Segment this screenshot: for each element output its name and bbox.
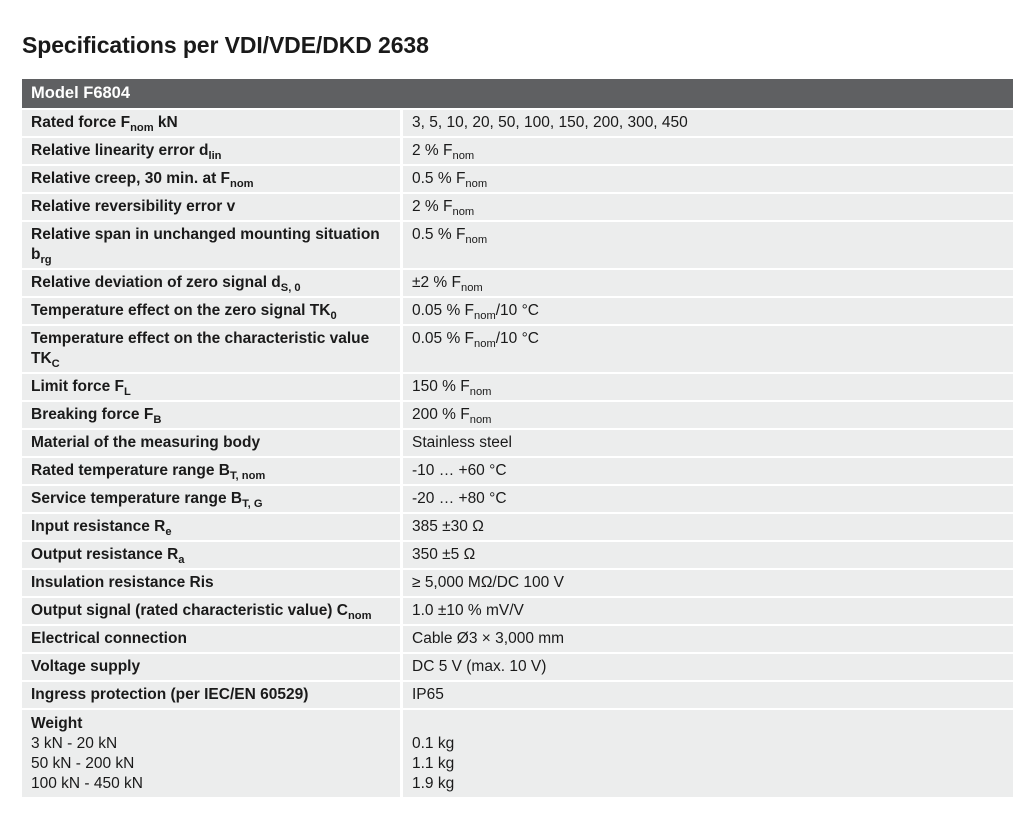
param-subscript: e — [165, 525, 172, 538]
param-label: Output resistance R — [31, 546, 179, 563]
param-cell — [22, 270, 400, 296]
value-cell — [403, 194, 1013, 220]
table-row — [22, 270, 1013, 296]
param-label: Rated temperature range B — [31, 462, 230, 479]
value-text: 2 % F — [412, 142, 453, 159]
value-cell — [403, 326, 1013, 372]
table-row — [22, 298, 1013, 324]
value-cell — [403, 486, 1013, 512]
param-label: Rated force F — [31, 114, 131, 131]
table-row — [22, 654, 1013, 680]
param-cell — [22, 514, 400, 540]
value-cell — [403, 298, 1013, 324]
value-subscript: nom — [452, 205, 475, 218]
value-cell — [403, 110, 1013, 136]
value-cell — [403, 402, 1013, 428]
param-label: Relative deviation of zero signal d — [31, 274, 281, 291]
param-cell — [22, 222, 400, 268]
param-cell — [22, 402, 400, 428]
weight-range: 50 kN - 200 kN — [31, 755, 135, 772]
table-row — [22, 110, 1013, 136]
param-label: Temperature effect on the characteristic value TK — [31, 330, 370, 367]
value-text: 1.0 ±10 % mV/V — [412, 602, 524, 619]
table-row — [22, 222, 1013, 268]
value-text: 0.05 % F — [412, 330, 475, 347]
weight-range: 100 kN - 450 kN — [31, 775, 143, 792]
value-text: 200 % F — [412, 406, 470, 423]
param-subscript: nom — [130, 121, 154, 134]
param-subscript: nom — [230, 177, 254, 190]
param-label: Output signal (rated characteristic value) C — [31, 602, 348, 619]
value-subscript: nom — [474, 309, 496, 322]
table-row — [22, 194, 1013, 220]
table-row — [22, 626, 1013, 652]
value-text: -10 … +60 °C — [412, 462, 507, 479]
value-cell — [403, 570, 1013, 596]
value-text: 2 % F — [412, 198, 453, 215]
param-label: Input resistance R — [31, 518, 166, 535]
value-text: 3, 5, 10, 20, 50, 100, 150, 200, 300, 450 — [412, 114, 688, 131]
table-row — [22, 542, 1013, 568]
param-label: Relative reversibility error v — [31, 198, 236, 215]
param-cell — [22, 486, 400, 512]
param-label: Breaking force F — [31, 406, 154, 423]
value-text: IP65 — [412, 686, 444, 703]
param-cell — [22, 298, 400, 324]
param-cell — [22, 194, 400, 220]
param-subscript: rg — [40, 253, 52, 266]
value-subscript: nom — [465, 233, 488, 246]
value-text: 150 % F — [412, 378, 470, 395]
param-cell — [22, 598, 400, 624]
value-cell — [403, 430, 1013, 456]
param-subscript: C — [51, 357, 60, 370]
param-cell — [22, 542, 400, 568]
table-row — [22, 486, 1013, 512]
param-subscript: a — [178, 553, 185, 566]
param-cell — [22, 374, 400, 400]
table-row — [22, 458, 1013, 484]
value-text: -20 … +80 °C — [412, 490, 507, 507]
value-cell — [403, 682, 1013, 708]
param-subscript: B — [153, 413, 162, 426]
value-unit: /10 °C — [495, 330, 539, 347]
value-text: DC 5 V (max. 10 V) — [412, 658, 547, 675]
param-unit: kN — [153, 114, 178, 131]
param-label: Material of the measuring body — [31, 434, 261, 451]
table-row — [22, 402, 1013, 428]
spec-table — [22, 79, 1013, 797]
value-cell — [403, 374, 1013, 400]
value-cell — [403, 710, 1013, 797]
table-row-weight — [22, 710, 1013, 797]
table-row — [22, 570, 1013, 596]
param-subscript: T, G — [242, 497, 263, 510]
value-cell — [403, 138, 1013, 164]
param-cell — [22, 458, 400, 484]
value-cell — [403, 270, 1013, 296]
weight-range: 3 kN - 20 kN — [31, 735, 118, 752]
table-row — [22, 166, 1013, 192]
param-label: Electrical connection — [31, 630, 187, 647]
value-cell — [403, 654, 1013, 680]
table-row — [22, 326, 1013, 372]
param-subscript: nom — [347, 609, 372, 622]
value-cell — [403, 542, 1013, 568]
value-text: 385 ±30 Ω — [412, 518, 484, 535]
param-subscript: lin — [208, 149, 222, 162]
param-label: Insulation resistance Ris — [31, 574, 214, 591]
value-text: 0.5 % F — [412, 226, 466, 243]
param-subscript: L — [124, 385, 131, 398]
value-subscript: nom — [474, 337, 496, 350]
param-cell — [22, 110, 400, 136]
page-title: Specifications per VDI/VDE/DKD 2638 — [22, 32, 429, 58]
param-label: Temperature effect on the zero signal TK — [31, 302, 331, 319]
value-subscript: nom — [461, 281, 483, 294]
param-label: Ingress protection (per IEC/EN 60529) — [31, 686, 309, 703]
param-label: Relative linearity error d — [31, 142, 209, 159]
spec-rows — [22, 110, 1013, 708]
param-subscript: S, 0 — [280, 281, 301, 294]
param-subscript: 0 — [330, 309, 337, 322]
table-row — [22, 598, 1013, 624]
param-label: Relative creep, 30 min. at F — [31, 170, 231, 187]
param-cell — [22, 570, 400, 596]
param-cell — [22, 654, 400, 680]
value-cell — [403, 626, 1013, 652]
value-subscript: nom — [469, 385, 492, 398]
param-cell — [22, 166, 400, 192]
weight-value: 0.1 kg — [412, 735, 455, 752]
param-subscript: T, nom — [229, 469, 266, 482]
param-label: Voltage supply — [31, 658, 141, 675]
param-cell — [22, 326, 400, 372]
value-text: ≥ 5,000 MΩ/DC 100 V — [412, 574, 564, 591]
param-label: Limit force F — [31, 378, 125, 395]
table-row — [22, 682, 1013, 708]
value-cell — [403, 222, 1013, 268]
weight-value: 1.9 kg — [412, 775, 455, 792]
param-label: Relative span in unchanged mounting situation b — [31, 226, 380, 263]
value-text: 0.5 % F — [412, 170, 466, 187]
value-cell — [403, 166, 1013, 192]
value-text: ±2 % F — [412, 274, 461, 291]
param-label: Service temperature range B — [31, 490, 243, 507]
value-unit: /10 °C — [495, 302, 539, 319]
table-row — [22, 374, 1013, 400]
table-row — [22, 430, 1013, 456]
value-text: Stainless steel — [412, 434, 512, 451]
table-row — [22, 138, 1013, 164]
table-row — [22, 514, 1013, 540]
value-cell — [403, 514, 1013, 540]
value-text: 350 ±5 Ω — [412, 546, 476, 563]
param-cell — [22, 138, 400, 164]
param-cell — [22, 710, 400, 797]
weight-label: Weight — [31, 715, 83, 732]
weight-value: 1.1 kg — [412, 755, 455, 772]
value-text: 0.05 % F — [412, 302, 475, 319]
value-cell — [403, 458, 1013, 484]
table-header: Model F6804 — [22, 79, 1013, 108]
param-cell — [22, 626, 400, 652]
param-cell — [22, 430, 400, 456]
value-text: Cable Ø3 × 3,000 mm — [412, 630, 565, 647]
value-subscript: nom — [452, 149, 475, 162]
param-cell — [22, 682, 400, 708]
value-cell — [403, 598, 1013, 624]
value-subscript: nom — [465, 177, 488, 190]
value-subscript: nom — [469, 413, 492, 426]
